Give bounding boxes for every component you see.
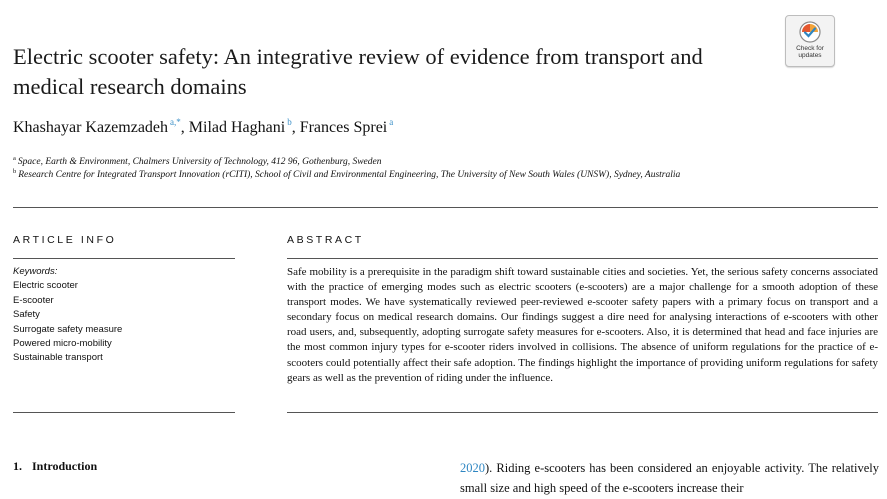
article-info-heading: ARTICLE INFO bbox=[13, 234, 117, 246]
section-title: Introduction bbox=[32, 459, 98, 473]
affiliation-mark: b bbox=[13, 168, 17, 175]
abstract-heading: ABSTRACT bbox=[287, 234, 364, 246]
affiliation-text: Research Centre for Integrated Transport Innovation (rCITI), School of Civil and Environmental Engineering, The University of New South Wales (UNSW), Sydney, Australia bbox=[18, 170, 681, 181]
section-number: 1. bbox=[13, 459, 22, 473]
check-for-updates-badge[interactable] bbox=[785, 15, 835, 67]
author-name[interactable]: Khashayar Kazemzadeh bbox=[13, 119, 169, 136]
keywords-label: Keywords: bbox=[13, 266, 58, 277]
author-separator: , bbox=[291, 119, 300, 136]
author-name[interactable]: Frances Sprei bbox=[299, 119, 388, 136]
keywords-bottom-divider bbox=[13, 412, 235, 413]
keyword-item: Electric scooter bbox=[13, 280, 78, 292]
header-divider bbox=[13, 207, 878, 208]
author-affiliation-mark[interactable]: a bbox=[389, 117, 394, 127]
badge-text bbox=[786, 45, 834, 59]
author-list bbox=[13, 117, 393, 137]
keyword-item: Sustainable transport bbox=[13, 352, 103, 364]
keywords-block bbox=[13, 265, 122, 366]
abstract-bottom-divider bbox=[287, 412, 878, 413]
author-affiliation-mark[interactable]: a,* bbox=[170, 117, 181, 127]
citation-link[interactable]: 2020 bbox=[460, 461, 485, 475]
keyword-item: Safety bbox=[13, 309, 40, 321]
badge-line-1: Check for bbox=[796, 45, 824, 52]
author-separator: , bbox=[180, 119, 189, 136]
check-for-updates-icon bbox=[797, 20, 823, 44]
author-name[interactable]: Milad Haghani bbox=[188, 119, 286, 136]
author-affiliation-mark[interactable]: b bbox=[287, 117, 292, 127]
intro-paragraph: ). Riding e-scooters has been considered an enjoyable activity. The relatively small size and high speed of the e-scooters increase their bbox=[460, 461, 879, 495]
introduction-heading bbox=[13, 459, 97, 474]
intro-right-column-text bbox=[460, 458, 879, 498]
affiliation-text: Space, Earth & Environment, Chalmers University of Technology, 412 96, Gothenburg, Sweden bbox=[17, 157, 382, 168]
badge-line-2: updates bbox=[798, 52, 822, 59]
affiliation-b bbox=[13, 165, 793, 182]
affiliation-mark: a bbox=[13, 155, 16, 162]
keyword-item: Powered micro-mobility bbox=[13, 338, 112, 350]
keyword-item: E-scooter bbox=[13, 294, 54, 306]
abstract-divider bbox=[287, 258, 878, 259]
keyword-item: Surrogate safety measure bbox=[13, 323, 123, 335]
paper-title: Electric scooter safety: An integrative review of evidence from transport and medical research domains bbox=[13, 44, 703, 99]
article-info-divider bbox=[13, 258, 235, 259]
abstract-text: Safe mobility is a prerequisite in the paradigm shift toward sustainable cities and societies. Yet, the serious safety concerns associated with the practice of emerging modes such as electric scooters (e-scooters) are a major challenge for a smooth adoption of these transport modes. We have systematically reviewed peer-reviewed e-scooter safety papers with a primary focus on transport and a secondary focus on medical research domains. Our findings suggest a dire need for analysing interactions of e-scooters with other road users, and, subsequently, adopting surrogate safety measures for e-scooters. Also, it is determined that head and face injuries are the most common injury types for e-scooter riders involved in collisions. The absence of uniform regulations for the practice of e-scooters could potentially affect their safe adoption. The findings highlight the importance of providing uniform regulations for safety gears as well as the prevention of riding under the influence. bbox=[287, 266, 878, 384]
